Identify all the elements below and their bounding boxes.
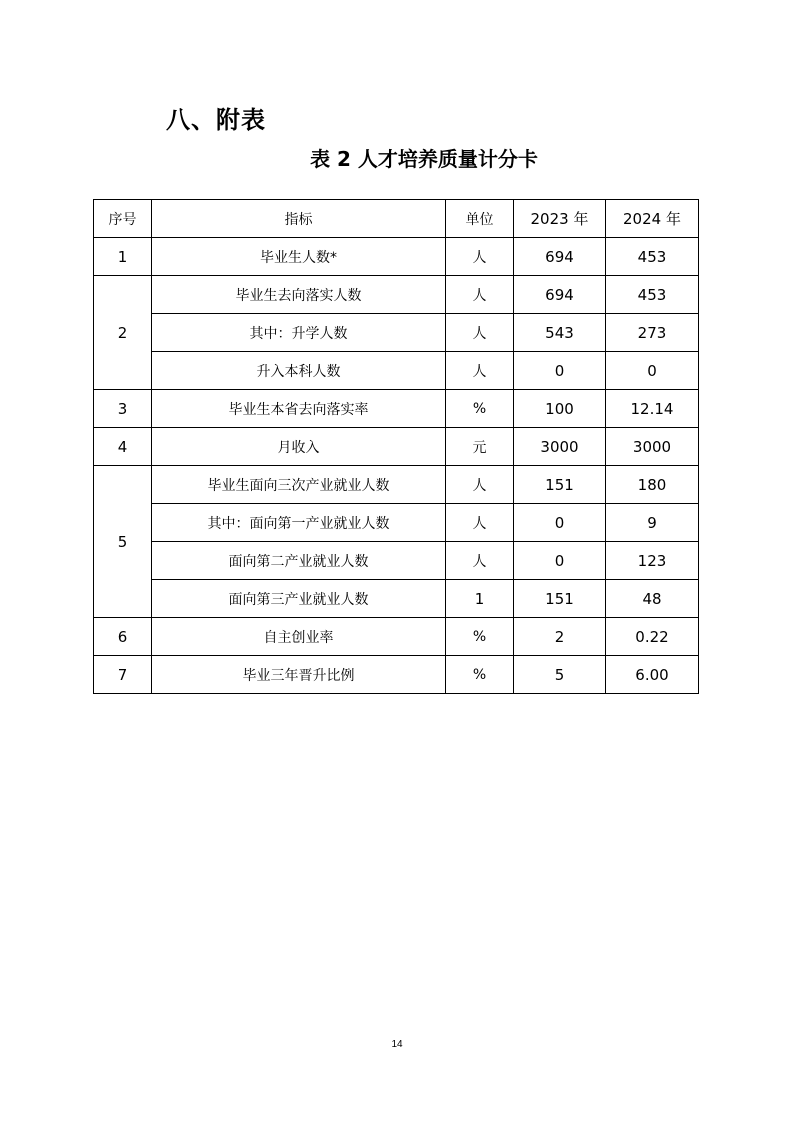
cell-value-2023: 5 [514, 656, 606, 694]
cell-indicator: 毕业生面向三次产业就业人数 [152, 466, 446, 504]
cell-unit: 人 [446, 238, 514, 276]
cell-serial-no: 5 [94, 466, 152, 618]
cell-indicator: 毕业三年晋升比例 [152, 656, 446, 694]
cell-unit: 人 [446, 466, 514, 504]
section-heading: 八、附表 [166, 106, 266, 134]
cell-value-2023: 100 [514, 390, 606, 428]
table-row [94, 504, 699, 542]
cell-indicator: 自主创业率 [152, 618, 446, 656]
table-title: 表 2 人才培养质量计分卡 [310, 147, 538, 171]
cell-indicator: 升入本科人数 [152, 352, 446, 390]
cell-serial-no: 7 [94, 656, 152, 694]
cell-value-2024: 9 [606, 504, 699, 542]
cell-value-2023: 3000 [514, 428, 606, 466]
cell-value-2024: 453 [606, 238, 699, 276]
table-row [94, 428, 699, 466]
cell-indicator: 毕业生人数* [152, 238, 446, 276]
cell-value-2024: 3000 [606, 428, 699, 466]
cell-indicator: 其中：面向第一产业就业人数 [152, 504, 446, 542]
table-row [94, 618, 699, 656]
cell-unit: 人 [446, 276, 514, 314]
cell-value-2023: 151 [514, 580, 606, 618]
cell-value-2024: 453 [606, 276, 699, 314]
header-indicator: 指标 [152, 200, 446, 238]
cell-unit: % [446, 390, 514, 428]
cell-indicator: 毕业生本省去向落实率 [152, 390, 446, 428]
table-row [94, 466, 699, 504]
cell-unit: % [446, 618, 514, 656]
cell-unit: 1 [446, 580, 514, 618]
cell-value-2023: 2 [514, 618, 606, 656]
cell-value-2024: 6.00 [606, 656, 699, 694]
cell-value-2023: 0 [514, 352, 606, 390]
cell-serial-no: 1 [94, 238, 152, 276]
cell-value-2024: 180 [606, 466, 699, 504]
header-year-2024: 2024 年 [606, 200, 699, 238]
table-row [94, 352, 699, 390]
cell-indicator: 毕业生去向落实人数 [152, 276, 446, 314]
cell-indicator: 面向第三产业就业人数 [152, 580, 446, 618]
cell-value-2024: 123 [606, 542, 699, 580]
talent-quality-scorecard-table [93, 199, 699, 694]
cell-unit: 人 [446, 542, 514, 580]
cell-serial-no: 2 [94, 276, 152, 390]
cell-value-2024: 273 [606, 314, 699, 352]
cell-serial-no: 4 [94, 428, 152, 466]
cell-value-2023: 151 [514, 466, 606, 504]
table-row [94, 276, 699, 314]
cell-unit: 人 [446, 504, 514, 542]
cell-value-2024: 12.14 [606, 390, 699, 428]
cell-value-2024: 0 [606, 352, 699, 390]
cell-unit: 人 [446, 314, 514, 352]
cell-value-2023: 694 [514, 276, 606, 314]
cell-value-2024: 0.22 [606, 618, 699, 656]
cell-value-2023: 0 [514, 542, 606, 580]
cell-value-2024: 48 [606, 580, 699, 618]
header-serial-no: 序号 [94, 200, 152, 238]
table-row [94, 542, 699, 580]
table-row [94, 656, 699, 694]
cell-unit: 元 [446, 428, 514, 466]
table-row [94, 238, 699, 276]
cell-serial-no: 6 [94, 618, 152, 656]
header-year-2023: 2023 年 [514, 200, 606, 238]
table-row [94, 390, 699, 428]
page-number: 14 [391, 1039, 403, 1050]
table-row [94, 314, 699, 352]
cell-unit: % [446, 656, 514, 694]
cell-serial-no: 3 [94, 390, 152, 428]
table-row [94, 580, 699, 618]
cell-unit: 人 [446, 352, 514, 390]
table-header-row [94, 200, 699, 238]
cell-indicator: 其中：升学人数 [152, 314, 446, 352]
header-unit: 单位 [446, 200, 514, 238]
cell-value-2023: 0 [514, 504, 606, 542]
cell-indicator: 月收入 [152, 428, 446, 466]
cell-value-2023: 543 [514, 314, 606, 352]
cell-value-2023: 694 [514, 238, 606, 276]
cell-indicator: 面向第二产业就业人数 [152, 542, 446, 580]
